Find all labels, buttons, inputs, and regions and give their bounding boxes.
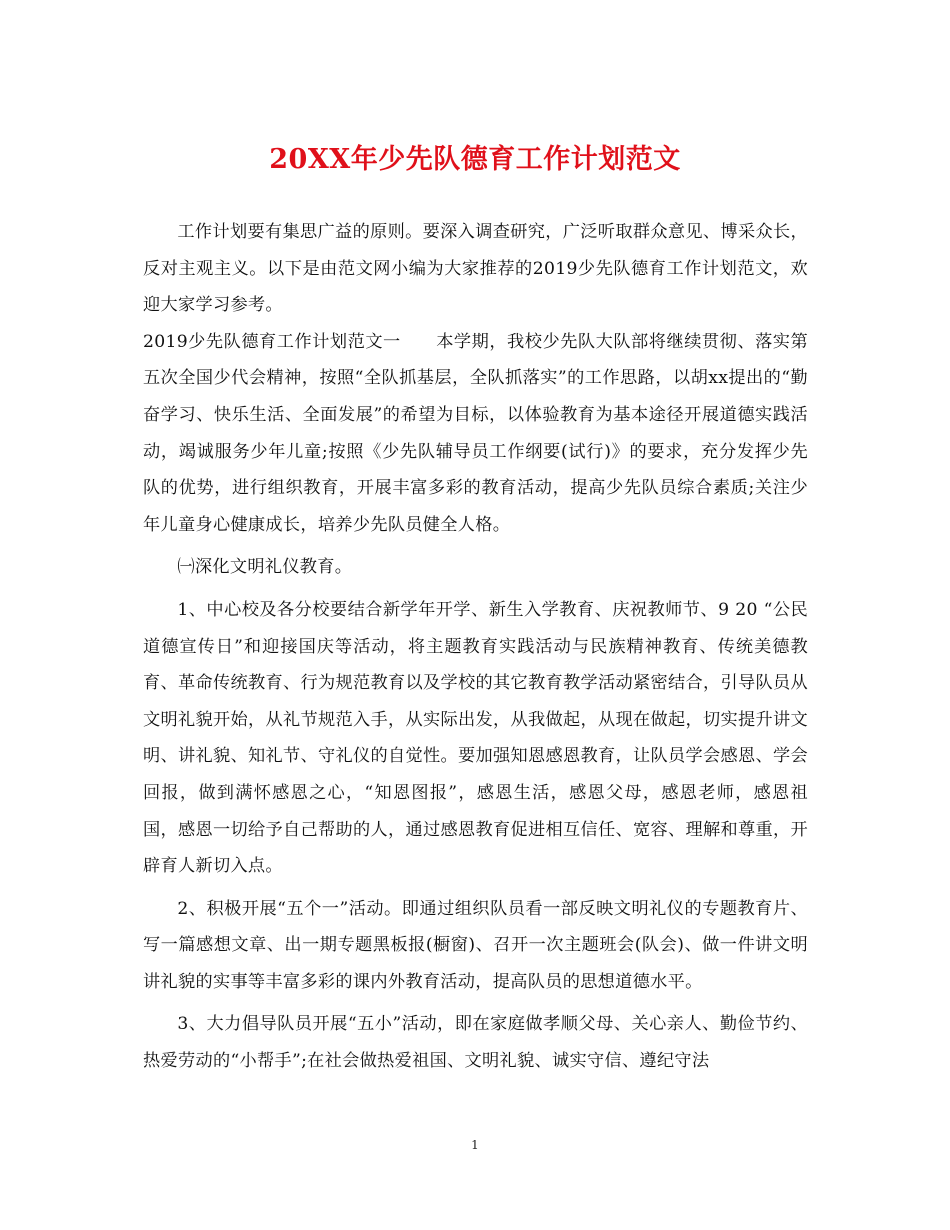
- item-3-paragraph: 3、大力倡导队员开展“五小”活动，即在家庭做孝顺父母、关心亲人、勤俭节约、热爱劳动的“小帮手”;在社会做热爱祖国、文明礼貌、诚实守信、遵纪守法: [143, 1014, 808, 1072]
- plan-overview-paragraph: 2019少先队德育工作计划范文一 本学期，我校少先队大队部将继续贯彻、落实第五次全国少代会精神，按照“全队抓基层，全队抓落实”的工作思路，以胡xx提出的“勤奋学习、快乐生活、全面发展”的希望为目标，以体验教育为基本途径开展道德实践活动，竭诚服务少年儿童;按照《少先队辅导员工作纲要(试行)》的要求，充分发挥少先队的优势，进行组织教育，开展丰富多彩的教育活动，提高少先队员综合素质;关注少年儿童身心健康成长，培养少先队员健全人格。: [143, 331, 808, 535]
- document-body: [143, 214, 808, 1080]
- page-number: 1: [471, 1138, 479, 1152]
- intro-paragraph: 工作计划要有集思广益的原则。要深入调查研究，广泛听取群众意见、博采众长，反对主观主义。以下是由范文网小编为大家推荐的2019少先队德育工作计划范文，欢迎大家学习参考。: [143, 222, 808, 316]
- item-1-paragraph: 1、中心校及各分校要结合新学年开学、新生入学教育、庆祝教师节、9 20 “公民道德宣传日”和迎接国庆等活动，将主题教育实践活动与民族精神教育、传统美德教育、革命传统教育、行为规范教育以及学校的其它教育教学活动紧密结合，引导队员从文明礼貌开始，从礼节规范入手，从实际出发，从我做起，从现在做起，切实提升讲文明、讲礼貌、知礼节、守礼仪的自觉性。要加强知恩感恩教育，让队员学会感恩、学会回报，做到满怀感恩之心，“知恩图报”，感恩生活，感恩父母，感恩老师，感恩祖国，感恩一切给予自己帮助的人，通过感恩教育促进相互信任、宽容、理解和尊重，开辟育人新切入点。: [143, 599, 808, 877]
- document-title: 20XX年少先队德育工作计划范文: [269, 144, 681, 175]
- section-heading: ㈠深化文明礼仪教育。: [177, 557, 353, 578]
- item-2-paragraph: 2、积极开展“五个一”活动。即通过组织队员看一部反映文明礼仪的专题教育片、写一篇感想文章、出一期专题黑板报(橱窗)、召开一次主题班会(队会)、做一件讲文明讲礼貌的实事等丰富多彩的课内外教育活动，提高队员的思想道德水平。: [143, 898, 808, 992]
